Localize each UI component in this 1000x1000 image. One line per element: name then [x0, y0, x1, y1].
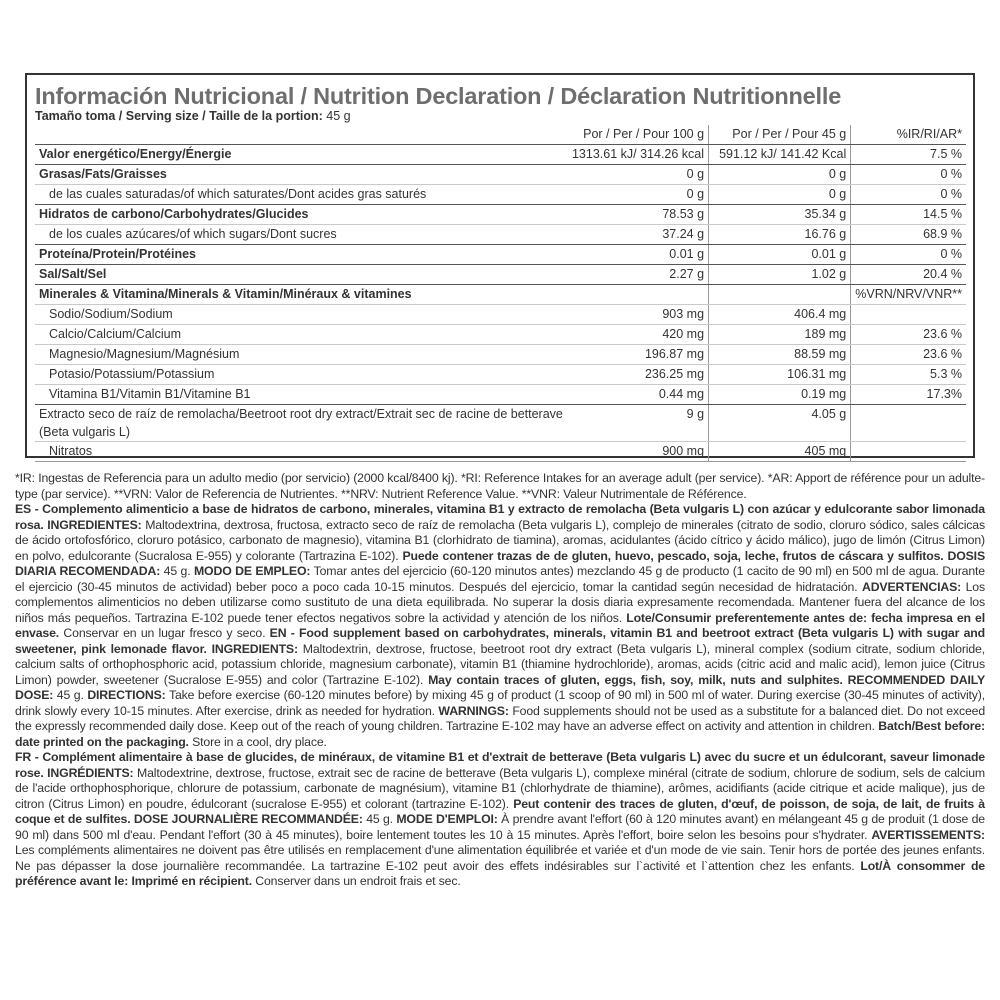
row-per45: 0 g — [709, 165, 851, 185]
row-per100: 0 g — [567, 165, 709, 185]
row-per100: 2.27 g — [567, 265, 709, 285]
row-label: Valor energético/Energy/Énergie — [35, 145, 567, 165]
table-row — [35, 185, 966, 205]
row-ir: %VRN/NRV/VNR** — [851, 285, 966, 305]
serving-label: Tamaño toma / Serving size / Taille de la portion: — [35, 109, 323, 123]
row-label: Nitratos — [35, 442, 567, 462]
en-lot-heading: Batch/Best before: date printed on the packaging. — [15, 719, 985, 749]
row-ir: 0 % — [851, 185, 966, 205]
row-ir: 14.5 % — [851, 205, 966, 225]
row-per45: 0.19 mg — [709, 385, 851, 405]
en-directions: Take before exercise (60-120 minutes before) by mixing 45 g of product (1 scoop of 90 ml) in 500 ml of water. During exercise (30-45 minutes of activity), drink slowly every 10-15 minutes. After exercise, drink as needed for hydration. — [15, 688, 986, 718]
fr-ingredients: Maltodextrine, dextrose, fructose, extrait sec de racine de betterave (Beta vulgaris L), complexe minéral (citrate de sodium, chlorure de sodium, sels de calcium de l'acide orthophosphorique, chlorure de potassium, carbonate de magnésium), vitamine B1 (chlorhydrate de thiamine), arômes, acidifiants (acide citrique et acide malique), jus de citron (Citrus Limon) en poudre, édulcorant (sucralose E-955) et colorant (tartrazine E-102). — [15, 765, 985, 811]
row-label: Proteína/Protein/Protéines — [35, 245, 567, 265]
en-lot: Store in a cool, dry place. — [188, 734, 327, 749]
en-dose: 45 g. — [53, 688, 88, 702]
row-per100: 0.44 mg — [567, 385, 709, 405]
row-label: Magnesio/Magnesium/Magnésium — [35, 345, 567, 365]
row-ir: 23.6 % — [851, 325, 966, 345]
row-label-line2: (Beta vulgaris L) — [39, 425, 131, 439]
row-per45: 406.4 mg — [709, 305, 851, 325]
en-ingredients: Maltodextrin, dextrose, fructose, beetroot root dry extract (Beta vulgaris L), mineral complex (sodium citrate, sodium chloride, calcium salts of orthophosphoric acid, potassium chloride, magnesium carbonate), vitamin B1 (thiamine hydrochloride), aromas, acids (citric acid and malic acid), lemon juice (Citrus Limon) powder, sweetener (Sucralose E-955) and color (Tartrazine E-102). — [15, 641, 986, 687]
nutrition-panel — [25, 73, 975, 458]
row-label — [35, 405, 567, 442]
row-per45: 16.76 g — [709, 225, 851, 245]
en-warnings-heading: WARNINGS: — [438, 703, 509, 718]
row-ir: 0 % — [851, 245, 966, 265]
en-heading: EN - Food supplement based on carbohydrates, minerals, vitamin B1 and beetroot extract (Beta vulgaris L) with sugar and sweetener, pink lemonade flavor. INGREDIENTS: — [15, 626, 985, 656]
row-label: Minerales & Vitamina/Minerals & Vitamin/Minéraux & vitamines — [35, 285, 567, 305]
footnote-text: *IR: Ingestas de Referencia para un adulto medio (por servicio) (2000 kcal/8400 kj). *RI: Reference Intakes for an average adult (per service). *AR: Apport de référence pour un adulte-type (par service). **VRN: Valor de Referencia de Nutrientes. **NRV: Nutrient Reference Value. **VNR: Valeur Nutrimentale de Référence. — [15, 471, 985, 501]
row-per100: 9 g — [567, 405, 709, 442]
table-row — [35, 205, 966, 225]
es-lot-heading: Lote/Consumir preferentemente antes de: fecha impresa en el envase. — [15, 610, 985, 640]
row-per45: 1.02 g — [709, 265, 851, 285]
row-ir: 0 % — [851, 165, 966, 185]
row-label: Sodio/Sodium/Sodium — [35, 305, 567, 325]
es-lot: Conservar en un lugar fresco y seco. — [59, 626, 270, 640]
row-ir: 7.5 % — [851, 145, 966, 165]
table-row — [35, 385, 966, 405]
row-per100: 37.24 g — [567, 225, 709, 245]
es-heading: ES - Complemento alimenticio a base de hidratos de carbono, minerales, vitamina B1 y extracto de remolacha (Beta vulgaris L) con azúcar y edulcorante sabor limonada rosa. INGREDIENTES: — [15, 502, 985, 532]
row-label: Potasio/Potassium/Potassium — [35, 365, 567, 385]
row-per45: 88.59 mg — [709, 345, 851, 365]
footnote — [15, 471, 985, 890]
row-ir: 68.9 % — [851, 225, 966, 245]
table-row — [35, 265, 966, 285]
row-label: de las cuales saturadas/of which saturates/Dont acides gras saturés — [35, 185, 567, 205]
row-label-line1: Extracto seco de raíz de remolacha/Beetroot root dry extract/Extrait sec de racine de betterave — [39, 407, 563, 421]
serving-value: 45 g — [322, 109, 351, 123]
row-label: Calcio/Calcium/Calcium — [35, 325, 567, 345]
row-per45 — [709, 285, 851, 305]
row-ir: 20.4 % — [851, 265, 966, 285]
table-row — [35, 165, 966, 185]
row-per45: 4.05 g — [709, 405, 851, 442]
row-label: Vitamina B1/Vitamin B1/Vitamine B1 — [35, 385, 567, 405]
label-text-block — [15, 471, 985, 890]
table-row — [35, 365, 966, 385]
row-per100: 236.25 mg — [567, 365, 709, 385]
table-row — [35, 345, 966, 365]
table-header-row — [35, 125, 966, 145]
row-ir — [851, 405, 966, 442]
row-per100: 196.87 mg — [567, 345, 709, 365]
es-warnings: Los complementos alimenticios no deben utilizarse como sustituto de una dieta equilibrada. No superar la dosis diaria expresamente recomendada. Mantener fuera del alcance de los niños más pequeños. Tartrazina E-102 puede tener efectos negativos sobre la actividad y atención de los niños. — [15, 579, 985, 625]
row-per45: 35.34 g — [709, 205, 851, 225]
fr-warnings: Les compléments alimentaires ne doivent pas être utilisés en remplacement d'une alimentation équilibrée et variée et d'un mode de vie sain. Tenir hors de portée des jeunes enfants. Ne pas dépasser la dose journalière recommandée. La tartrazine E-102 peut avoir des effets indésirables sur l`activité et l`attention chez les enfants. — [15, 843, 985, 873]
header-ir: %IR/RI/AR* — [851, 125, 966, 145]
row-per45: 0 g — [709, 185, 851, 205]
en-warnings: Food supplements should not be used as a substitute for a balanced diet. Do not exceed the expressly recommended daily dose. Keep out of the reach of young children. Tartrazine E-102 may have an adverse effect on activity and attention in children. — [15, 703, 986, 733]
header-per45: Por / Per / Pour 45 g — [709, 125, 851, 145]
row-per45: 106.31 mg — [709, 365, 851, 385]
es-mode-heading: MODO DE EMPLEO: — [193, 564, 311, 578]
row-label: Grasas/Fats/Graisses — [35, 165, 567, 185]
row-per100: 0 g — [567, 185, 709, 205]
es-mode: Tomar antes del ejercicio (60-120 minutos antes) mezclando 45 g de producto (1 cacito de 90 ml) en 500 ml de agua. Durante el ejercicio (30-45 minutos de actividad) beber poco a poco cada 10-15 minutos. Después del ejercicio, tomar la cantidad según necesidad de hidratación. — [15, 564, 985, 594]
fr-mode-heading: MODE D'EMPLOI: — [396, 812, 498, 826]
fr-heading: FR - Complément alimentaire à base de glucides, de minéraux, de vitamine B1 et d'extrait de betterave (Beta vulgaris L) avec du sucre et un édulcorant, saveur limonade rose. INGRÉDIENTS: — [15, 750, 985, 780]
row-ir: 17.3% — [851, 385, 966, 405]
table-row — [35, 285, 966, 305]
row-per100: 420 mg — [567, 325, 709, 345]
table-row — [35, 442, 966, 462]
header-per100: Por / Per / Pour 100 g — [567, 125, 709, 145]
row-per100 — [567, 285, 709, 305]
row-ir — [851, 442, 966, 462]
es-ingredients: Maltodextrina, dextrosa, fructosa, extracto seco de raíz de remolacha (Beta vulgaris L), complejo de minerales (citrato de sodio, cloruro sódico, sales cálcicas de ácido ortofosfórico, cloruro potásico, carbonato de magnesio), vitamina B1 (clorhidrato de tiamina), aromas, acidulantes (ácido cítrico y ácido málico), jugo de limón (Citrus Limon) en polvo, edulcorante (Sucralosa E-955) y colorante (Tartrazina E-102). — [15, 517, 985, 563]
table-row — [35, 145, 966, 165]
row-label: Sal/Salt/Sel — [35, 265, 567, 285]
row-per45: 591.12 kJ/ 141.42 Kcal — [709, 145, 851, 165]
table-row — [35, 245, 966, 265]
table-row — [35, 405, 966, 442]
fr-warnings-heading: AVERTISSEMENTS: — [871, 827, 985, 842]
row-label: Hidratos de carbono/Carbohydrates/Glucides — [35, 205, 567, 225]
row-per100: 0.01 g — [567, 245, 709, 265]
table-row — [35, 225, 966, 245]
row-per45: 405 mg — [709, 442, 851, 462]
nutrition-table — [35, 125, 966, 462]
fr-lot-heading: Lot/À consommer de préférence avant le: Imprimé en récipient. — [15, 858, 985, 888]
row-ir: 5.3 % — [851, 365, 966, 385]
row-per100: 1313.61 kJ/ 314.26 kcal — [567, 145, 709, 165]
table-row — [35, 305, 966, 325]
es-dose: 45 g. — [160, 564, 194, 578]
header-empty — [35, 125, 567, 145]
row-per100: 78.53 g — [567, 205, 709, 225]
en-traces: May contain traces of gluten, eggs, fish, soy, milk, nuts and sulphites. RECOMMENDED DAILY DOSE: — [15, 672, 985, 702]
row-per100: 903 mg — [567, 305, 709, 325]
es-warnings-heading: ADVERTENCIAS: — [861, 579, 962, 594]
row-ir — [851, 305, 966, 325]
fr-mode: À prendre avant l'effort (60 à 120 minutes avant) en mélangeant 45 g de produit (1 dose de 90 ml) dans 500 ml d'eau. Pendant l'effort (30 à 45 minutes), boire lentement toutes les 10 à 15 minutes. Après l'effort, boire selon les besoins pour s'hydrater. — [15, 812, 985, 842]
table-row — [35, 325, 966, 345]
row-label: de los cuales azúcares/of which sugars/Dont sucres — [35, 225, 567, 245]
row-per45: 189 mg — [709, 325, 851, 345]
fr-traces: Peut contenir des traces de gluten, d'œuf, de poisson, de soja, de lait, de fruits à coque et de sulfites. DOSE JOURNALIÈRE RECOMMANDÉE: — [15, 796, 985, 826]
fr-dose: 45 g. — [362, 812, 397, 826]
row-per100: 900 mg — [567, 442, 709, 462]
row-ir: 23.6 % — [851, 345, 966, 365]
serving-size — [35, 109, 965, 123]
panel-title: Información Nutricional / Nutrition Declaration / Déclaration Nutritionnelle — [35, 83, 842, 109]
en-directions-heading: DIRECTIONS: — [87, 688, 166, 702]
es-traces: Puede contener trazas de de gluten, huevo, pescado, soja, leche, frutos de cáscara y sulfitos. DOSIS DIARIA RECOMENDADA: — [15, 548, 985, 578]
row-per45: 0.01 g — [709, 245, 851, 265]
fr-lot: Conserver dans un endroit frais et sec. — [252, 874, 461, 888]
